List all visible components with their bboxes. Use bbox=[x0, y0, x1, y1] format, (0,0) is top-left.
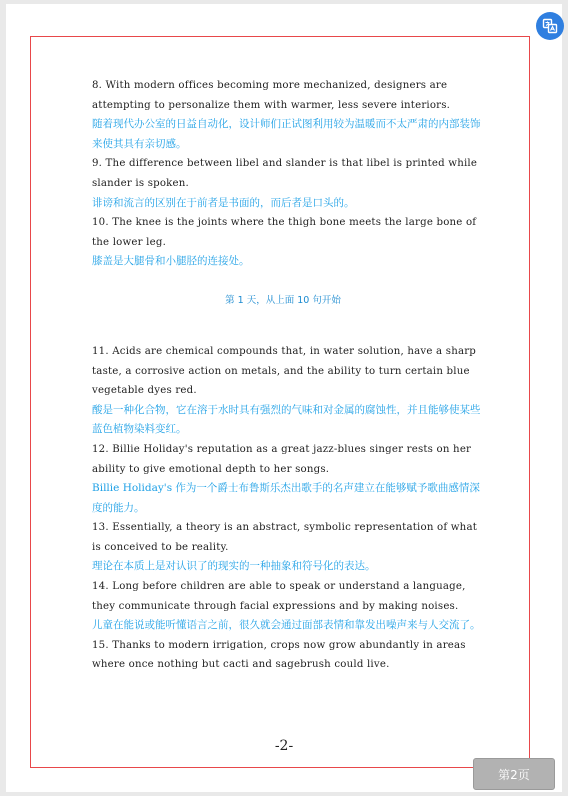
english-sentence: 12. Billie Holiday's reputation as a great jazz-blues singer rests on her ability to give emotional depth to her songs. bbox=[92, 443, 472, 475]
sentence-block bbox=[92, 213, 482, 272]
english-sentence: 9. The difference between libel and slander is that libel is printed while slander is spoken. bbox=[92, 158, 478, 189]
section-heading: 第 1 天，从上面 10 句开始 bbox=[225, 294, 341, 306]
page-number: -2- bbox=[274, 738, 294, 754]
english-sentence: 14. Long before children are able to speak or understand a language, they communicate through facial expressions and by making noises. bbox=[92, 581, 466, 612]
english-sentence: 11. Acids are chemical compounds that, in water solution, have a sharp taste, a corrosive action on metals, and the ability to turn certain blue vegetable dyes red. bbox=[92, 345, 477, 397]
sentence-block bbox=[92, 636, 482, 675]
document-content bbox=[92, 76, 482, 675]
chinese-translation: 酸是一种化合物，它在溶于水时具有强烈的气味和对金属的腐蚀性，并且能够使某些蓝色植物染料变红。 bbox=[92, 403, 481, 436]
chinese-translation: Billie Holiday's 作为一个爵士布鲁斯乐杰出歌手的名声建立在能够赋予歌曲感情深度的能力。 bbox=[92, 482, 480, 514]
english-sentence: 13. Essentially, a theory is an abstract, symbolic representation of what is conceived to be reality. bbox=[92, 522, 478, 553]
sentence-block bbox=[92, 76, 482, 154]
translate-button[interactable] bbox=[536, 12, 564, 40]
chinese-translation: 理论在本质上是对认识了的现实的一种抽象和符号化的表达。 bbox=[92, 560, 376, 573]
english-sentence: 15. Thanks to modern irrigation, crops now grow abundantly in areas where once nothing but cacti and sagebrush could live. bbox=[92, 639, 466, 671]
sentence-block bbox=[92, 440, 482, 518]
sentence-block bbox=[92, 154, 482, 213]
chinese-translation: 随着现代办公室的日益自动化，设计师们正试图利用较为温暖而不太严肃的内部装饰来使其具有亲切感。 bbox=[92, 118, 481, 150]
sentence-block bbox=[92, 577, 482, 636]
sentence-block bbox=[92, 342, 482, 440]
page-indicator-button[interactable]: 第2页 bbox=[473, 758, 555, 790]
chinese-translation: 儿童在能说或能听懂语言之前，很久就会通过面部表情和靠发出噪声来与人交流了。 bbox=[92, 619, 481, 632]
translate-icon bbox=[542, 18, 558, 34]
chinese-translation: 膝盖是大腿骨和小腿胫的连接处。 bbox=[92, 255, 250, 268]
english-sentence: 8. With modern offices becoming more mechanized, designers are attempting to personalize them with warmer, less severe interiors. bbox=[92, 80, 451, 111]
sentence-block bbox=[92, 518, 482, 577]
chinese-translation: 诽谤和流言的区别在于前者是书面的，而后者是口头的。 bbox=[92, 196, 355, 209]
english-sentence: 10. The knee is the joints where the thigh bone meets the large bone of the lower leg. bbox=[92, 217, 477, 248]
